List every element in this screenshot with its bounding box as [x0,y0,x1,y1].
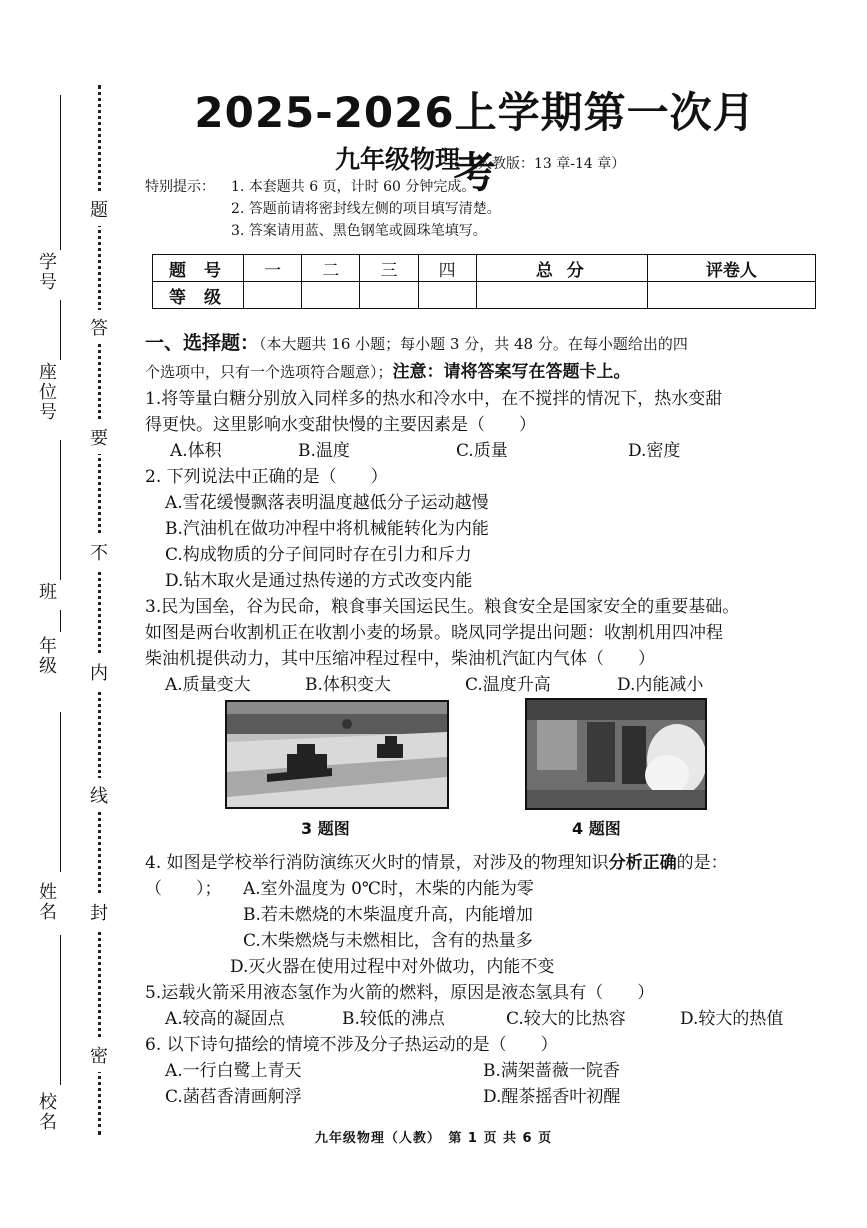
q4-option-d[interactable]: D.灭火器在使用过程中对外做功，内能不变 [230,957,555,977]
q3-option-d[interactable]: D.内能减小 [617,675,704,695]
q1-option-c[interactable]: C.质量 [456,441,508,461]
section1-desc-a: （本大题共 16 小题；每小题 3 分，共 48 分。在每小题给出的四 [259,335,688,353]
q3-option-a[interactable]: A.质量变大 [165,675,251,695]
q3-stem-a: 3.民为国垒，谷为民命，粮食事关国运民生。粮食安全是国家安全的重要基础。 [145,597,740,617]
q1-option-a[interactable]: A.体积 [170,441,222,461]
col-part-3: 三 [360,255,418,282]
subject-title: 九年级物理 [335,145,461,174]
q4-stem-b: （ ）； [145,879,222,899]
q4-figure-fire-drill [525,698,707,810]
row-grade-label: 等 级 [153,282,244,309]
section1-heading-line [145,328,688,355]
q2-option-d[interactable]: D.钻木取火是通过热传递的方式改变内能 [165,571,473,591]
q2-option-b[interactable]: B.汽油机在做功冲程中将机械能转化为内能 [165,519,489,539]
q5-option-d[interactable]: D.较大的热值 [680,1009,784,1029]
q2-option-c[interactable]: C.构成物质的分子间同时存在引力和斥力 [165,545,472,565]
student-no-line [60,95,61,250]
score-table [152,254,816,309]
q1-stem-b: 得更快。这里影响水变甜快慢的主要因素是（ ） [145,415,536,435]
exam-subtitle [335,140,625,176]
q3-figure-caption: 3 题图 [301,819,350,838]
section1-heading: 一、选择题： [145,332,260,354]
q1-stem-a: 1.将等量白糖分别放入同样多的热水和冷水中，在不搅拌的情况下，热水变甜 [145,389,723,409]
q4-stem-a-tail: 的是： [676,853,728,873]
q3-stem-c: 柴油机提供动力，其中压缩冲程过程中，柴油机汽缸内气体（ ） [145,649,655,669]
q4-option-b[interactable]: B.若未燃烧的木柴温度升高，内能增加 [243,905,533,925]
student-no-label: 学号 [36,252,57,292]
name-line [60,712,61,872]
seal-char-7: 封 [86,895,112,929]
seal-char-5: 内 [86,655,112,689]
q3-option-b[interactable]: B.体积变大 [305,675,391,695]
col-part-1: 一 [244,255,302,282]
q5-option-c[interactable]: C.较大的比热容 [506,1009,626,1029]
class-line [60,440,61,580]
harvest-scene-image [227,702,447,807]
seal-char-3: 要 [86,420,112,454]
q2-stem: 2. 下列说法中正确的是（ ） [145,467,388,487]
seal-dotted-line [98,85,101,1135]
grade-line [60,610,61,632]
grade-cell-3[interactable] [360,282,418,309]
q1-option-d[interactable]: D.密度 [628,441,681,461]
grade-label: 年级 [36,636,57,676]
q5-option-a[interactable]: A.较高的凝固点 [165,1009,285,1029]
page-footer: 九年级物理（人教） 第 1 页 共 6 页 [314,1131,553,1146]
seat-no-label: 座位号 [36,362,57,422]
note-3: 3. 答案请用蓝、黑色钢笔或圆珠笔填写。 [231,223,487,239]
q5-stem: 5.运载火箭采用液态氢作为火箭的燃料，原因是液态氢具有（ ） [145,983,655,1003]
col-part-4: 四 [418,255,476,282]
q4-stem-a-line [145,848,728,873]
grade-cell-1[interactable] [244,282,302,309]
seal-char-2: 答 [86,310,112,344]
seal-char-6: 线 [86,778,112,812]
q4-option-c[interactable]: C.木柴燃烧与未燃相比，含有的热量多 [243,931,533,951]
class-label: 班 [36,582,57,602]
seat-no-line [60,300,61,360]
col-grader: 评卷人 [647,255,815,282]
q4-figure-caption: 4 题图 [572,819,621,838]
grade-cell-total[interactable] [476,282,647,309]
grade-cell-4[interactable] [418,282,476,309]
seal-char-1: 题 [86,192,112,226]
seal-char-4: 不 [86,535,112,569]
grade-cell-grader[interactable] [647,282,815,309]
q2-option-a[interactable]: A.雪花缓慢飘落表明温度越低分子运动越慢 [165,493,489,513]
school-label: 校名 [36,1092,57,1132]
q6-option-b[interactable]: B.满架蔷薇一院香 [483,1061,620,1081]
col-question-no: 题 号 [153,255,244,282]
edition-note: （人教版：13 章-14 章） [464,156,626,172]
grade-cell-2[interactable] [302,282,360,309]
seal-char-8: 密 [86,1038,112,1072]
note-2: 2. 答题前请将密封线左侧的项目填写清楚。 [231,201,501,217]
col-total: 总 分 [476,255,647,282]
section1-desc-line [145,357,631,382]
q6-option-a[interactable]: A.一行白鹭上青天 [165,1061,302,1081]
q1-option-b[interactable]: B.温度 [298,441,350,461]
q3-figure-harvesters [225,700,449,809]
special-notes [145,176,501,242]
q3-option-c[interactable]: C.温度升高 [465,675,551,695]
q6-option-d[interactable]: D.醒茶摇香叶初醒 [483,1087,621,1107]
q6-option-c[interactable]: C.菡萏香清画舸浮 [165,1087,302,1107]
q5-option-b[interactable]: B.较低的沸点 [342,1009,445,1029]
q4-stem-emphasis: 分析正确 [608,853,677,873]
school-line [60,935,61,1085]
notes-label: 特别提示： [145,179,215,195]
note-1: 1. 本套题共 6 页，计时 60 分钟完成。 [231,179,476,195]
q4-stem-a: 4. 如图是学校举行消防演练灭火时的情景，对涉及的物理知识 [145,853,609,873]
exam-title: 2025-2026上学期第一次月考 [194,88,756,197]
section1-desc-b: 个选项中，只有一个选项符合题意）； [145,363,393,381]
score-table-header-row [153,255,816,282]
q4-option-a[interactable]: A.室外温度为 0℃时，木柴的内能为零 [243,879,534,899]
name-label: 姓名 [36,882,57,922]
section1-notice: 注意：请将答案写在答题卡上。 [392,362,631,382]
fire-drill-scene-image [527,700,705,808]
score-table-grade-row [153,282,816,309]
q3-stem-b: 如图是两台收割机正在收割小麦的场景。晓凤同学提出问题：收割机用四冲程 [145,623,723,643]
col-part-2: 二 [302,255,360,282]
q6-stem: 6. 以下诗句描绘的情境不涉及分子热运动的是（ ） [145,1035,558,1055]
